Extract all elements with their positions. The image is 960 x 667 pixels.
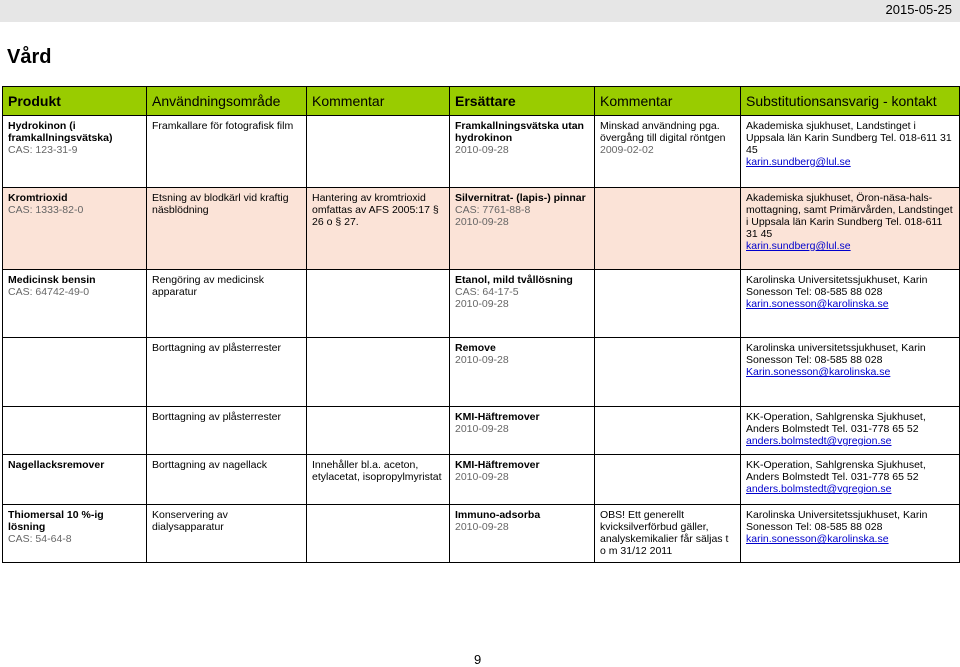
substitute-date: 2010-09-28 (455, 471, 509, 483)
usage-text: Konservering av dialysapparatur (152, 509, 228, 533)
comment2-cell (595, 505, 741, 563)
comment2-cell (595, 407, 741, 455)
usage-cell (147, 338, 307, 407)
substitute-cell (450, 505, 595, 563)
page-title: Vård (7, 46, 52, 68)
substitute-date: 2010-09-28 (455, 144, 509, 156)
substitute-date: 2010-09-28 (455, 521, 509, 533)
product-cell (3, 116, 147, 188)
comment-cell (307, 407, 450, 455)
document-date: 2015-05-25 (885, 2, 952, 17)
comment2-text: Minskad användning pga. övergång till digital röntgen (600, 120, 726, 144)
usage-text: Framkallare för fotografisk film (152, 120, 294, 132)
product-cell (3, 188, 147, 270)
product-cell (3, 270, 147, 338)
contact-email-link[interactable]: karin.sonesson@karolinska.se (746, 298, 889, 310)
substitute-name: Etanol, mild tvållösning (455, 274, 573, 286)
comment-cell (307, 116, 450, 188)
usage-cell (147, 505, 307, 563)
substitute-cell (450, 270, 595, 338)
table-row (3, 338, 960, 407)
column-header-ersattare: Ersättare (450, 87, 595, 116)
page-number: 9 (474, 652, 482, 667)
substitute-cell (450, 407, 595, 455)
table-row (3, 505, 960, 563)
product-cas: CAS: 123-31-9 (8, 144, 78, 156)
contact-text: Akademiska sjukhuset, Öron-näsa-hals-mottagning, samt Primärvården, Landstinget i Uppsala län Karin Sundberg Tel. 018-611 31 45 (746, 192, 953, 240)
contact-email-link[interactable]: karin.sundberg@lul.se (746, 240, 851, 252)
substitute-date: 2010-09-28 (455, 298, 509, 310)
contact-email-link[interactable]: Karin.sonesson@karolinska.se (746, 366, 891, 378)
product-name: Nagellacksremover (8, 459, 105, 471)
product-cas: CAS: 54-64-8 (8, 533, 72, 545)
product-name: Hydrokinon (i framkallningsvätska) (8, 120, 113, 144)
comment2-cell (595, 188, 741, 270)
product-cell (3, 505, 147, 563)
contact-cell (741, 505, 960, 563)
usage-text: Etsning av blodkärl vid kraftig näsblödning (152, 192, 289, 216)
contact-cell (741, 188, 960, 270)
table-row (3, 270, 960, 338)
contact-text: KK-Operation, Sahlgrenska Sjukhuset, Anders Bolmstedt Tel. 031-778 65 52 (746, 459, 926, 483)
usage-cell (147, 455, 307, 505)
comment2-cell (595, 455, 741, 505)
column-header-produkt: Produkt (3, 87, 147, 116)
product-cas: CAS: 64742-49-0 (8, 286, 90, 298)
contact-cell (741, 407, 960, 455)
product-name: Kromtrioxid (8, 192, 68, 204)
table-row (3, 116, 960, 188)
column-header-kommentar-2: Kommentar (595, 87, 741, 116)
date-bar (0, 0, 960, 22)
substitute-date: 2010-09-28 (455, 354, 509, 366)
comment2-text: OBS! Ett generellt kvicksilverförbud gäller, analyskemikalier får säljas t o m 31/12 2011 (600, 509, 729, 557)
substitute-date: 2010-09-28 (455, 216, 509, 228)
contact-text: Karolinska Universitetssjukhuset, Karin Sonesson Tel: 08-585 88 028 (746, 509, 928, 533)
usage-cell (147, 188, 307, 270)
substitute-name: Framkallningsvätska utan hydrokinon (455, 120, 584, 144)
contact-email-link[interactable]: karin.sundberg@lul.se (746, 156, 851, 168)
contact-email-link[interactable]: anders.bolmstedt@vgregion.se (746, 435, 892, 447)
substitute-cell (450, 338, 595, 407)
table-row (3, 407, 960, 455)
usage-cell (147, 116, 307, 188)
product-cas: CAS: 1333-82-0 (8, 204, 84, 216)
usage-text: Borttagning av plåsterrester (152, 411, 281, 423)
substitute-cas: CAS: 7761-88-8 (455, 204, 531, 216)
comment2-cell (595, 116, 741, 188)
column-header-kommentar: Kommentar (307, 87, 450, 116)
comment-text: Hantering av kromtrioxid omfattas av AFS 2005:17 § 26 o § 27. (312, 192, 439, 228)
usage-cell (147, 270, 307, 338)
substitute-date: 2010-09-28 (455, 423, 509, 435)
comment2-cell (595, 270, 741, 338)
product-cell (3, 455, 147, 505)
usage-text: Rengöring av medicinsk apparatur (152, 274, 265, 298)
substitute-name: Remove (455, 342, 496, 354)
table-row (3, 188, 960, 270)
table-row (3, 455, 960, 505)
substitution-table (2, 86, 960, 563)
contact-text: Akademiska sjukhuset, Landstinget i Uppsala län Karin Sundberg Tel. 018-611 31 45 (746, 120, 952, 156)
usage-cell (147, 407, 307, 455)
comment-cell (307, 188, 450, 270)
substitute-name: KMI-Häftremover (455, 411, 540, 423)
substitute-cell (450, 455, 595, 505)
contact-cell (741, 116, 960, 188)
comment-cell (307, 455, 450, 505)
product-cell (3, 338, 147, 407)
comment-cell (307, 270, 450, 338)
comment-cell (307, 505, 450, 563)
contact-cell (741, 270, 960, 338)
substitute-cell (450, 188, 595, 270)
comment2-date: 2009-02-02 (600, 144, 654, 156)
contact-email-link[interactable]: karin.sonesson@karolinska.se (746, 533, 889, 545)
product-cell (3, 407, 147, 455)
contact-text: Karolinska universitetssjukhuset, Karin Sonesson Tel: 08-585 88 028 (746, 342, 926, 366)
contact-cell (741, 338, 960, 407)
contact-text: KK-Operation, Sahlgrenska Sjukhuset, Anders Bolmstedt Tel. 031-778 65 52 (746, 411, 926, 435)
contact-text: Karolinska Universitetssjukhuset, Karin Sonesson Tel: 08-585 88 028 (746, 274, 928, 298)
column-header-kontakt: Substitutionsansvarig - kontakt (741, 87, 960, 116)
comment-text: Innehåller bl.a. aceton, etylacetat, isopropylmyristat (312, 459, 442, 483)
contact-cell (741, 455, 960, 505)
column-header-anvandningsomrade: Användningsområde (147, 87, 307, 116)
comment-cell (307, 338, 450, 407)
substitute-cell (450, 116, 595, 188)
usage-text: Borttagning av plåsterrester (152, 342, 281, 354)
table-header-row (3, 87, 960, 116)
product-name: Medicinsk bensin (8, 274, 96, 286)
substitute-name: KMI-Häftremover (455, 459, 540, 471)
product-name: Thiomersal 10 %-ig lösning (8, 509, 104, 533)
substitute-cas: CAS: 64-17-5 (455, 286, 519, 298)
contact-email-link[interactable]: anders.bolmstedt@vgregion.se (746, 483, 892, 495)
comment2-cell (595, 338, 741, 407)
substitute-name: Immuno-adsorba (455, 509, 541, 521)
substitute-name: Silvernitrat- (lapis-) pinnar (455, 192, 586, 204)
usage-text: Borttagning av nagellack (152, 459, 267, 471)
